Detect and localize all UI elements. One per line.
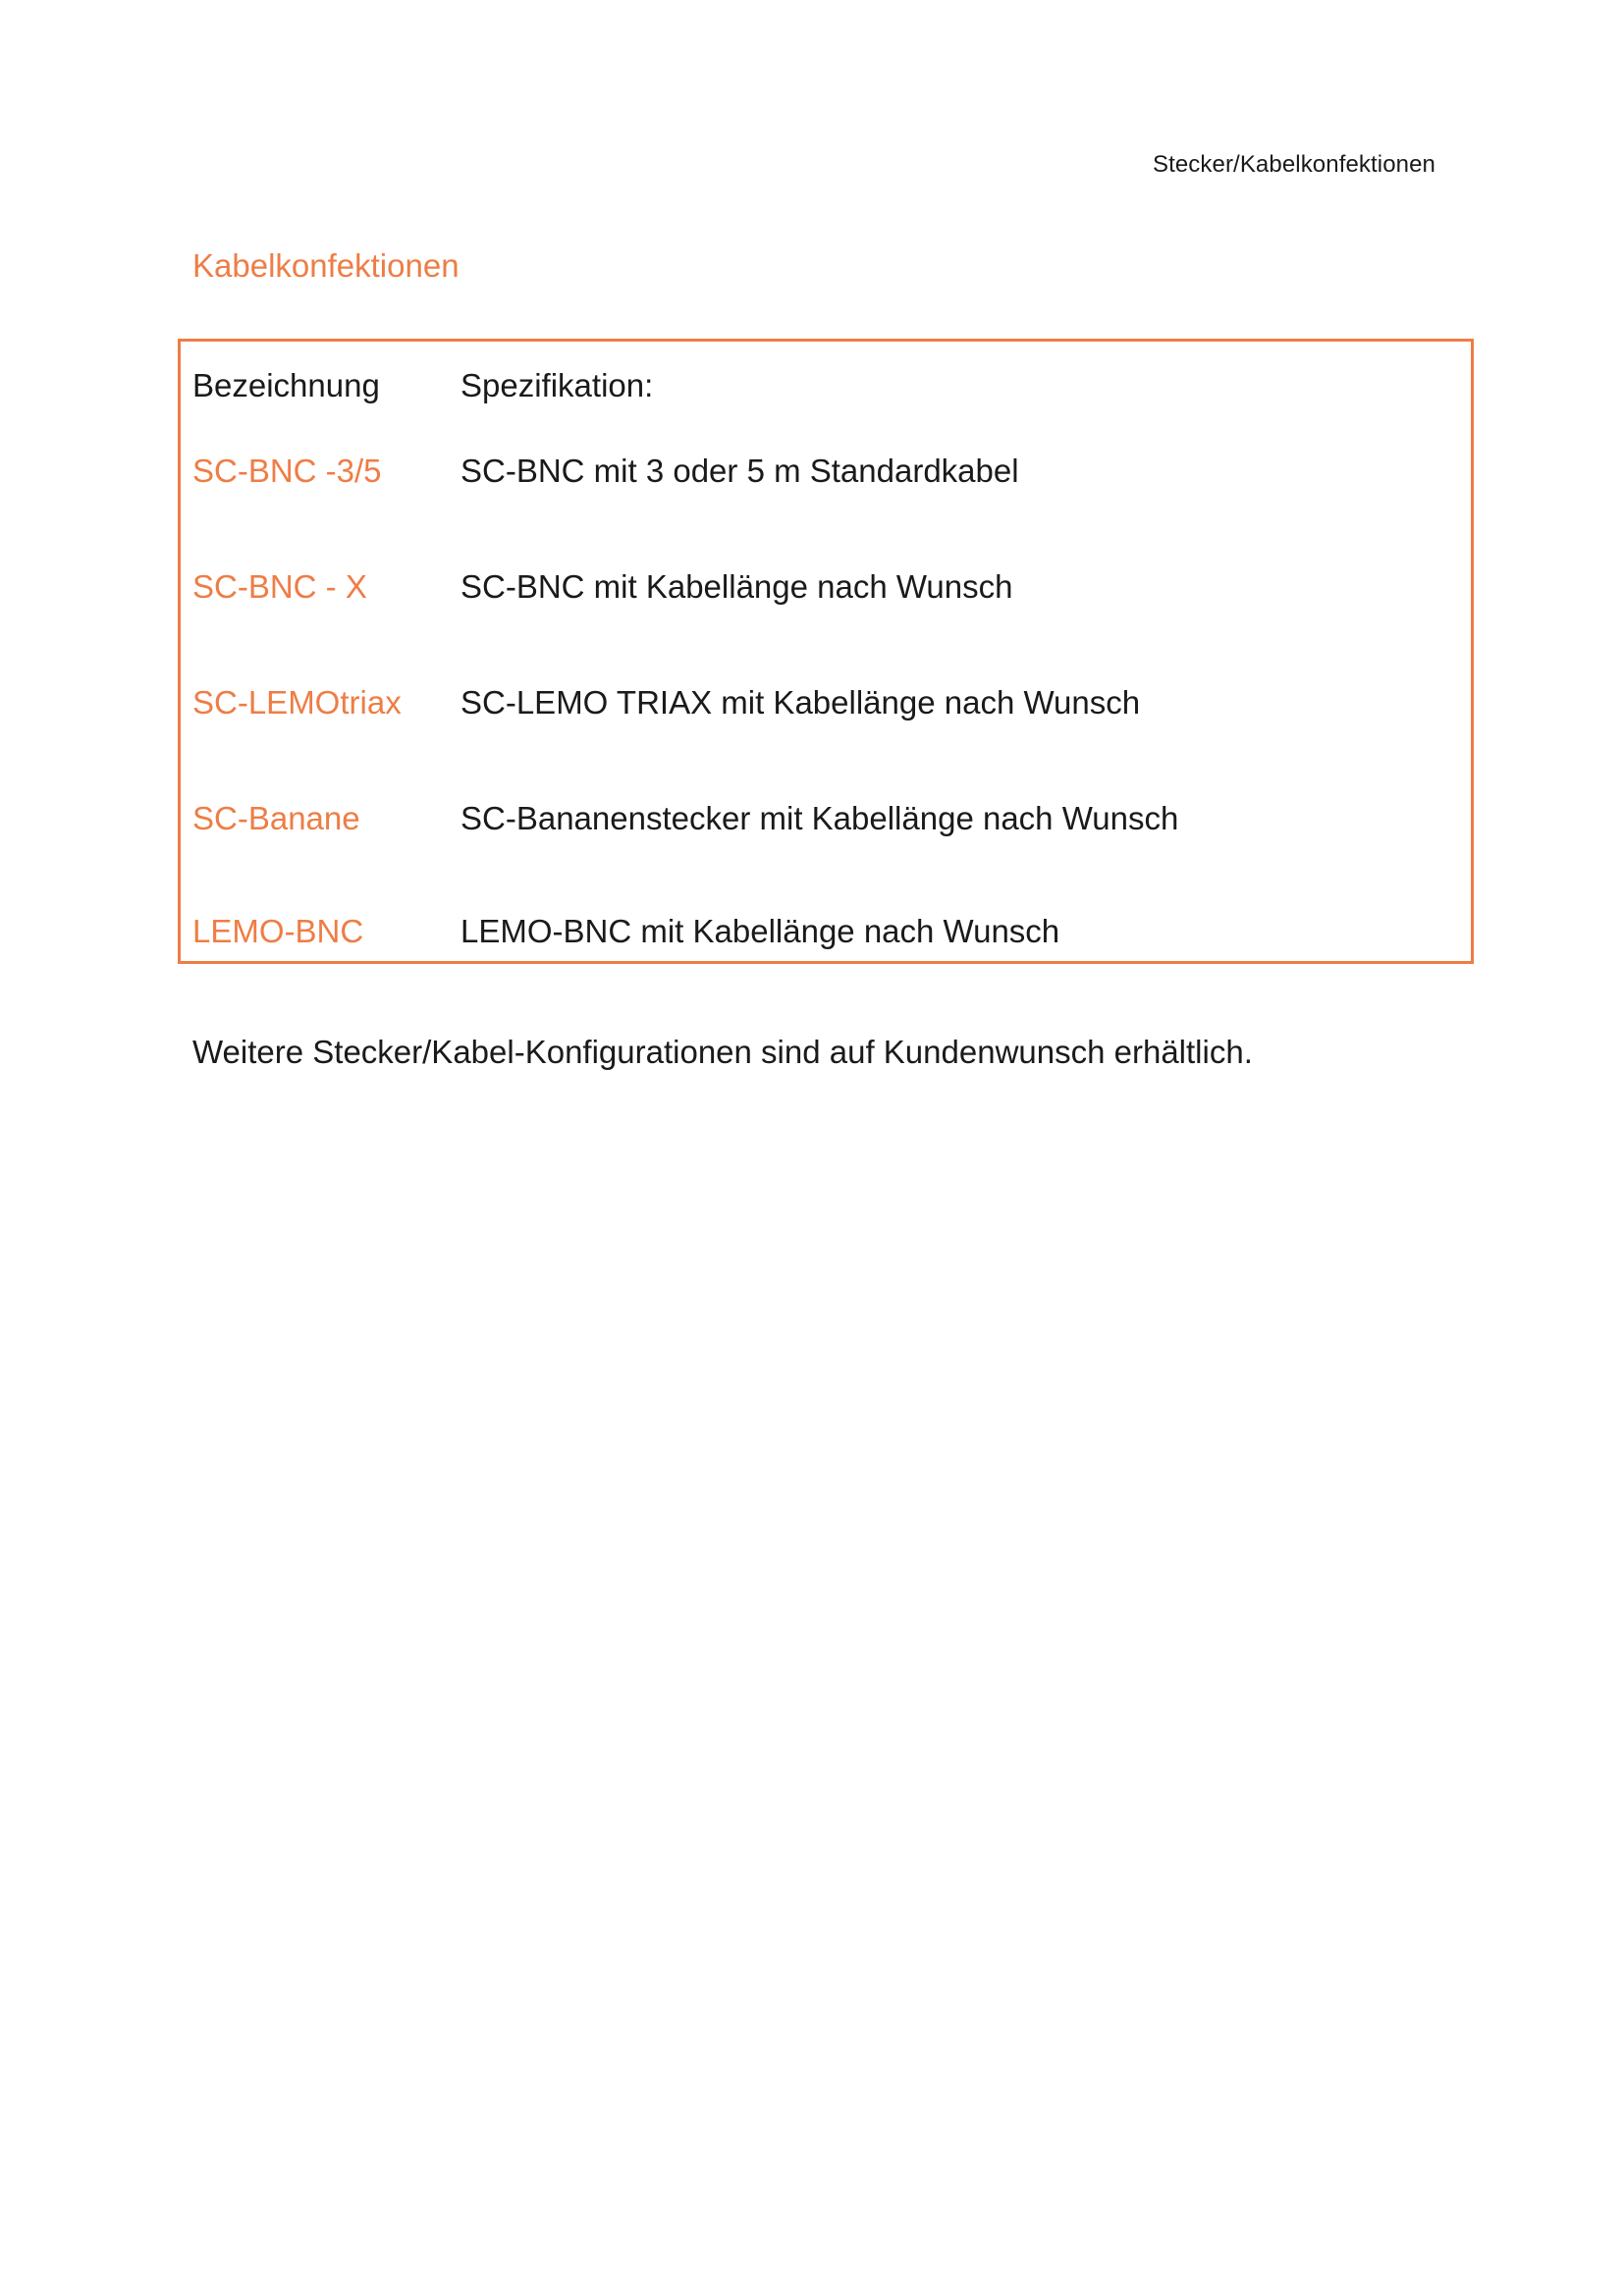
running-header: Stecker/Kabelkonfektionen: [1152, 151, 1435, 178]
column-header-name: Bezeichnung: [192, 367, 380, 403]
spec-table: [178, 339, 1474, 964]
product-spec: LEMO-BNC mit Kabellänge nach Wunsch: [460, 913, 1060, 949]
product-code: SC-BNC - X: [192, 568, 367, 605]
product-spec: SC-BNC mit 3 oder 5 m Standardkabel: [460, 453, 1019, 489]
product-code: SC-LEMOtriax: [192, 684, 402, 721]
product-spec: SC-Bananenstecker mit Kabellänge nach Wunsch: [460, 800, 1179, 836]
table-row: [181, 678, 1471, 727]
product-code: SC-Banane: [192, 800, 360, 836]
table-row: [181, 562, 1471, 612]
section-title: Kabelkonfektionen: [192, 247, 460, 284]
table-row: [181, 794, 1471, 843]
product-spec: SC-LEMO TRIAX mit Kabellänge nach Wunsch: [460, 684, 1141, 721]
table-row: [181, 910, 1471, 953]
table-row: [181, 447, 1471, 496]
footer-note: Weitere Stecker/Kabel-Konfigurationen sind auf Kundenwunsch erhältlich.: [192, 1034, 1253, 1070]
product-code: SC-BNC -3/5: [192, 453, 382, 489]
column-header-spec: Spezifikation:: [460, 367, 654, 403]
product-spec: SC-BNC mit Kabellänge nach Wunsch: [460, 568, 1013, 605]
table-header-row: [181, 361, 1471, 410]
product-code: LEMO-BNC: [192, 913, 364, 949]
